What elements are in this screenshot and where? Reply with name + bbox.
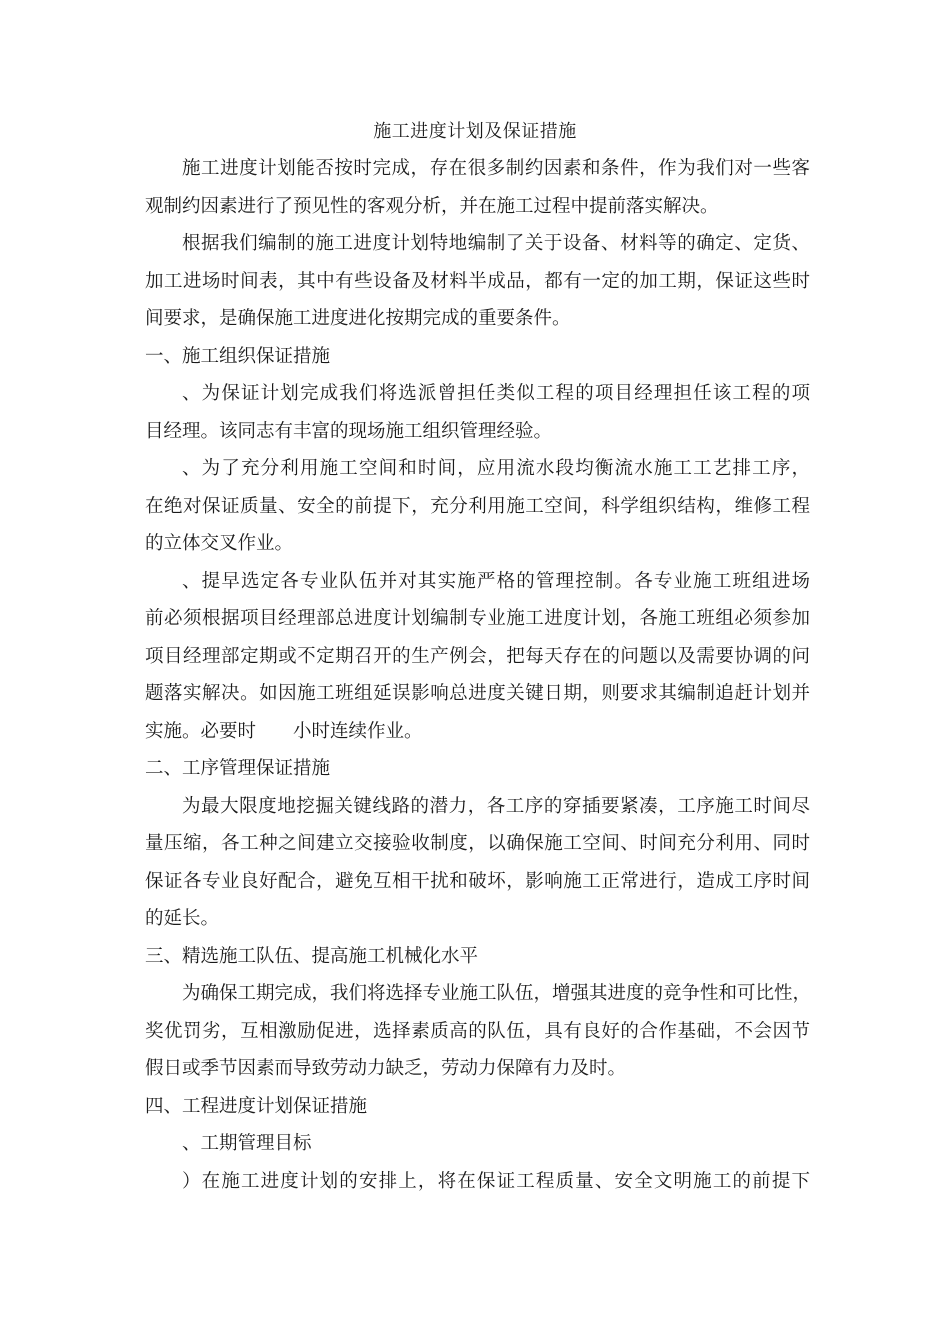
paragraph-line: 、为保证计划完成我们将选派曾担任类似工程的项目经理担任该工程的项 — [182, 383, 810, 404]
paragraph-line: 量压缩，各工种之间建立交接验收制度，以确保施工空间、时间充分利用、同时 — [145, 833, 810, 854]
paragraph-line: 施工进度计划能否按时完成，存在很多制约因素和条件，作为我们对一些客 — [182, 158, 810, 179]
section-heading: 一、施工组织保证措施 — [145, 345, 331, 367]
paragraph-line: 间要求，是确保施工进度进化按期完成的重要条件。 — [145, 308, 571, 329]
paragraph-line: 观制约因素进行了预见性的客观分析，并在施工过程中提前落实解决。 — [145, 195, 719, 217]
paragraph-line: 、提早选定各专业队伍并对其实施严格的管理控制。各专业施工班组进场 — [182, 570, 810, 592]
paragraph-line: 的立体交叉作业。 — [145, 533, 294, 554]
paragraph-line: 、为了充分利用施工空间和时间，应用流水段均衡流水施工工艺排工序， — [182, 458, 810, 479]
paragraph-line: 前必须根据项目经理部总进度计划编制专业施工进度计划，各施工班组必须参加 — [145, 608, 810, 629]
paragraph-line: 为确保工期完成，我们将选择专业施工队伍，增强其进度的竞争性和可比性， — [182, 983, 812, 1004]
paragraph-line: 奖优罚劣，互相激励促进，选择素质高的队伍，具有良好的合作基础，不会因节 — [145, 1020, 810, 1042]
section-heading: 二、工序管理保证措施 — [145, 758, 331, 779]
paragraph-line: 题落实解决。如因施工班组延误影响总进度关键日期，则要求其编制追赶计划并 — [145, 683, 810, 704]
section-heading: 三、精选施工队伍、提高施工机械化水平 — [145, 945, 479, 967]
paragraph-line: 加工进场时间表，其中有些设备及材料半成品，都有一定的加工期，保证这些时 — [145, 270, 810, 292]
paragraph-line: 根据我们编制的施工进度计划特地编制了关于设备、材料等的确定、定货、 — [182, 233, 810, 254]
paragraph-line: 保证各专业良好配合，避免互相干扰和破坏，影响施工正常进行，造成工序时间 — [145, 870, 810, 892]
paragraph-line: 项目经理部定期或不定期召开的生产例会，把每天存在的问题以及需要协调的问 — [145, 645, 810, 667]
paragraph-line: 为最大限度地挖掘关键线路的潜力，各工序的穿插要紧凑，工序施工时间尽 — [182, 795, 810, 817]
document-title: 施工进度计划及保证措施 — [373, 121, 577, 142]
paragraph-line: 目经理。该同志有丰富的现场施工组织管理经验。 — [145, 420, 553, 442]
paragraph-line: 在绝对保证质量、安全的前提下，充分利用施工空间，科学组织结构，维修工程 — [145, 495, 810, 517]
paragraph-line: 实施。必要时 小时连续作业。 — [145, 720, 423, 742]
paragraph-line: ）在施工进度计划的安排上，将在保证工程质量、安全文明施工的前提下 — [182, 1170, 810, 1192]
section-heading: 四、工程进度计划保证措施 — [145, 1095, 368, 1117]
paragraph-line: 的延长。 — [145, 908, 220, 929]
paragraph-line: 假日或季节因素而导致劳动力缺乏，劳动力保障有力及时。 — [145, 1058, 627, 1079]
paragraph-line: 、工期管理目标 — [182, 1133, 312, 1154]
